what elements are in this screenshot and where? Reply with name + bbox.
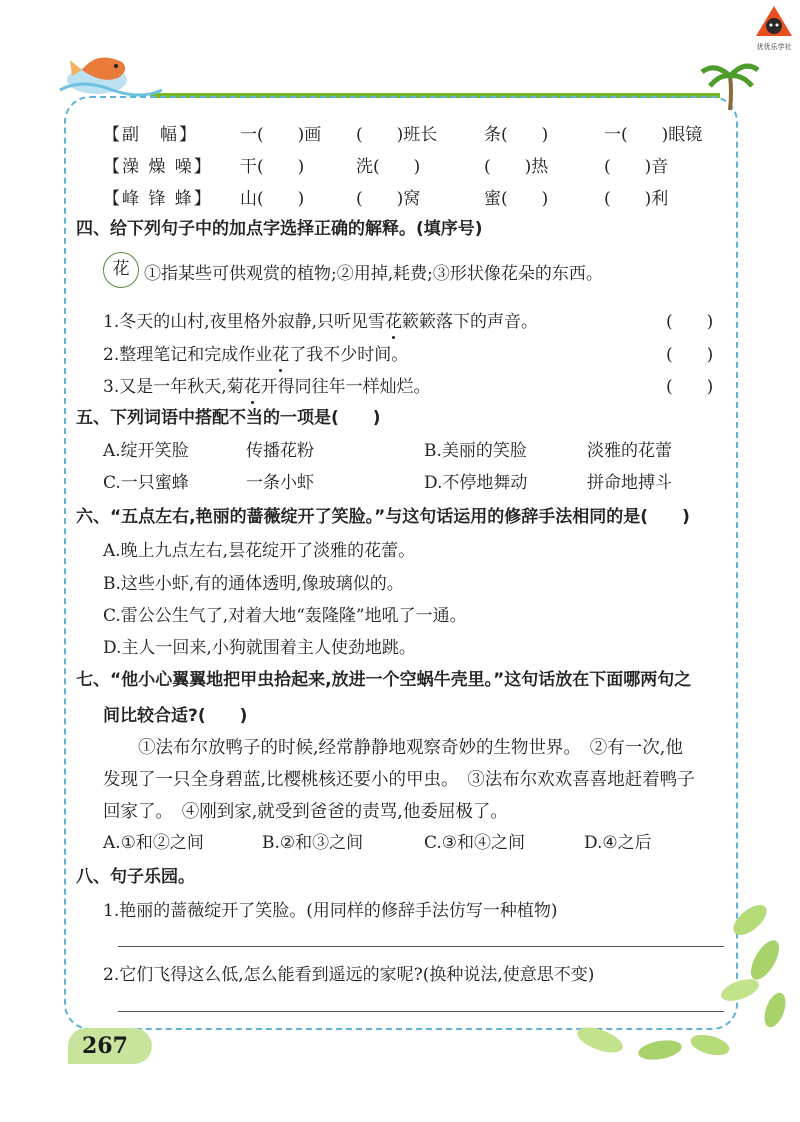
fill-blank-item[interactable]: 洗( ) [356,157,421,177]
q4-title: 四、给下列句子中的加点字选择正确的解释。(填序号) [76,219,483,239]
fill-blank-item[interactable]: 干( ) [240,157,305,177]
q4-definitions: ①指某些可供观赏的植物;②用掉,耗费;③形状像花朵的东西。 [144,264,603,284]
q4-item-before: 1.冬天的山村,夜里格外寂静,只听见雪 [103,312,386,332]
q7-title-line1: 七、“他小心翼翼地把甲虫拾起来,放进一个空蜗牛壳里。”这句话放在下面哪两句之 [76,670,692,690]
q7-option[interactable]: A.①和②之间 [103,833,204,853]
logo-text: 优优乐学社 [756,43,792,51]
q5-option: 淡雅的花蕾 [587,441,672,461]
q5-option: 传播花粉 [246,441,314,461]
leaves-decoration-icon [560,880,800,1080]
fill-blank-item[interactable]: 蜜( ) [484,189,549,209]
q4-item-before: 2.整理笔记和完成作业 [103,345,273,365]
fill-blank-item[interactable]: 一( )眼镜 [604,125,703,145]
word-group-chars: 【澡 燥 噪】 [103,157,213,177]
q5-option[interactable]: A.绽开笑脸 [103,441,189,461]
q7-option[interactable]: B.②和③之间 [262,833,364,853]
fill-blank-item[interactable]: ( )音 [604,157,669,177]
emphasized-char: 花 [385,307,402,332]
q5-option[interactable]: C.一只蜜蜂 [103,473,189,493]
q5-option[interactable]: D.不停地舞动 [424,473,528,493]
q5-option: 拼命地搏斗 [587,473,672,493]
answer-line-2[interactable] [118,1011,724,1012]
q4-item-after: 簌簌落下的声音。 [402,312,539,332]
q7-title-line2: 间比较合适?( ) [103,706,248,726]
koi-fish-icon [52,40,162,110]
q4-item [103,307,538,332]
q7-passage-line: ①法布尔放鸭子的时候,经常静静地观察奇妙的生物世界。 ②有一次,他 [103,738,683,758]
q5-option[interactable]: B.美丽的笑脸 [424,441,527,461]
logo [752,4,796,52]
emphasized-char: 花 [244,372,261,397]
q8-item-2: 2.它们飞得这么低,怎么能看到遥远的家呢?(换种说法,使意思不变) [103,965,595,985]
fill-blank-item[interactable]: 山( ) [240,189,305,209]
q8-title: 八、句子乐园。 [76,867,195,887]
q4-item-before: 3.又是一年秋天,菊 [103,377,244,397]
fill-blank-item[interactable]: ( )热 [484,157,549,177]
q8-item-1: 1.艳丽的蔷薇绽开了笑脸。(用同样的修辞手法仿写一种植物) [103,901,558,921]
q7-passage-line: 发现了一只全身碧蓝,比樱桃核还要小的甲虫。 ③法布尔欢欢喜喜地赶着鸭子 [103,770,695,790]
q5-option: 一条小虾 [246,473,314,493]
q6-option[interactable]: C.雷公公生气了,对着大地“轰隆隆”地吼了一通。 [103,606,467,626]
logo-mascot-icon [752,4,796,38]
q7-passage-line: 回家了。 ④刚到家,就受到爸爸的责骂,他委屈极了。 [103,802,508,822]
q4-item [103,340,408,365]
answer-blank[interactable]: ( ) [666,312,714,332]
q7-option[interactable]: D.④之后 [584,833,652,853]
answer-line-1[interactable] [118,946,724,947]
q6-option[interactable]: D.主人一回来,小狗就围着主人使劲地跳。 [103,638,416,658]
q4-char-badge: 花 [103,252,139,288]
word-group-chars: 【副 幅】 [103,125,198,145]
q5-title: 五、下列词语中搭配不当的一项是( ) [76,408,381,428]
q4-item [103,372,431,397]
fill-blank-item[interactable]: 一( )画 [240,125,322,145]
palm-tree-icon [700,52,760,112]
answer-blank[interactable]: ( ) [666,377,714,397]
page-number: 267 [68,1028,152,1064]
fill-blank-item[interactable]: 条( ) [484,125,549,145]
answer-blank[interactable]: ( ) [666,345,714,365]
fill-blank-item[interactable]: ( )窝 [356,189,421,209]
q4-item-after: 开得同往年一样灿烂。 [260,377,431,397]
q6-title: 六、“五点左右,艳丽的蔷薇绽开了笑脸。”与这句话运用的修辞手法相同的是( ) [76,507,690,527]
q6-option[interactable]: B.这些小虾,有的通体透明,像玻璃似的。 [103,574,404,594]
q7-option[interactable]: C.③和④之间 [424,833,526,853]
fill-blank-item[interactable]: ( )班长 [356,125,438,145]
word-group-chars: 【峰 锋 蜂】 [103,189,213,209]
emphasized-char: 花 [272,340,289,365]
fill-blank-item[interactable]: ( )利 [604,189,669,209]
q6-option[interactable]: A.晚上九点左右,昙花绽开了淡雅的花蕾。 [103,541,416,561]
q4-item-after: 了我不少时间。 [289,345,409,365]
